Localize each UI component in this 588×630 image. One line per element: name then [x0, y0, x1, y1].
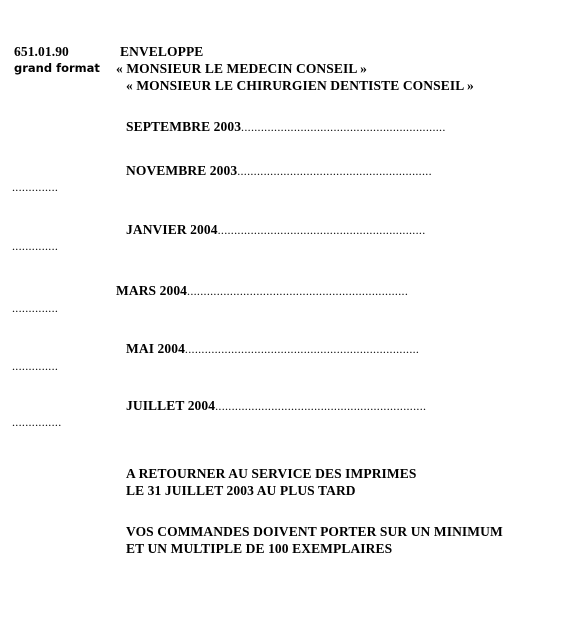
addressee-line-1: « MONSIEUR LE MEDECIN CONSEIL » [116, 61, 368, 76]
order-line-january-2004 [126, 221, 426, 239]
order-line-dots: ........................................................... [237, 164, 432, 178]
order-line-november-2003 [126, 162, 432, 180]
margin-dots: .............. [12, 301, 59, 315]
addressee-line-2: « MONSIEUR LE CHIRURGIEN DENTISTE CONSEIL » [126, 78, 474, 93]
order-line-label: MARS 2004 [116, 283, 188, 298]
margin-dots: .............. [12, 180, 59, 194]
order-line-july-2004 [126, 397, 426, 415]
return-deadline-line: LE 31 JUILLET 2003 AU PLUS TARD [126, 483, 356, 498]
margin-dots: .............. [12, 239, 59, 253]
order-line-label: JANVIER 2004 [126, 222, 218, 237]
order-line-label: SEPTEMBRE 2003 [126, 119, 242, 134]
order-line-dots: ............................................................... [217, 223, 426, 237]
format-label: grand format [14, 61, 100, 75]
margin-dots: ............... [12, 415, 62, 429]
order-line-dots: ....................................................................... [184, 342, 420, 356]
order-line-label: MAI 2004 [126, 341, 185, 356]
order-line-label: JUILLET 2004 [126, 398, 216, 413]
order-line-may-2004 [126, 340, 419, 358]
return-instruction-line-1: A RETOURNER AU SERVICE DES IMPRIMES [126, 466, 417, 481]
order-line-september-2003 [126, 118, 446, 136]
order-line-dots: ................................................................... [187, 284, 409, 298]
margin-dots: .............. [12, 359, 59, 373]
product-code: 651.01.90 [14, 44, 69, 59]
order-rule-line-1: VOS COMMANDES DOIVENT PORTER SUR UN MINIMUM [126, 524, 503, 539]
document-title: ENVELOPPE [120, 44, 204, 59]
order-line-march-2004 [116, 282, 408, 300]
order-rule-line-2: ET UN MULTIPLE DE 100 EXEMPLAIRES [126, 541, 393, 556]
order-line-dots: ................................................................ [215, 399, 427, 413]
order-line-dots: .............................................................. [241, 120, 446, 134]
order-line-label: NOVEMBRE 2003 [126, 163, 238, 178]
